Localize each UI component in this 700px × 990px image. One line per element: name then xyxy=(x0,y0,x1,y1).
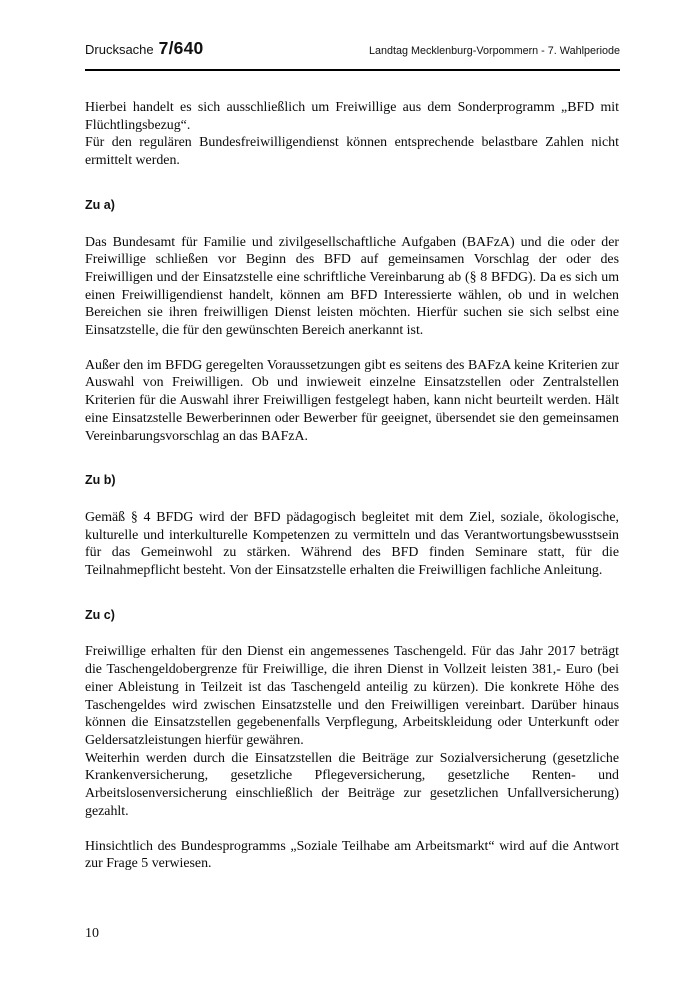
paragraph-c xyxy=(85,643,619,820)
header-rule xyxy=(85,69,620,71)
paragraph-c1: Freiwillige erhalten für den Dienst ein angemessenes Taschengeld. Für das Jahr 2017 beträgt die Taschengeldobergrenze für Freiwillige, die ihren Dienst in Vollzeit leisten 381,- Euro (bei einer Ableistung in Teilzeit ist das Taschengeld anteilig zu kürzen). Die konkrete Höhe des Taschengeldes wird zwischen Einsatzstelle und den Freiwilligen vereinbart. Darüber hinaus können die Einsatzstellen gegebenenfalls Verpflegung, Arbeitskleidung oder Unterkunft oder Geldersatzleistungen hierfür gewähren. xyxy=(85,644,619,748)
heading-zu-a: Zu a) xyxy=(85,197,115,212)
paragraph-a1: Das Bundesamt für Familie und zivilgesellschaftliche Aufgaben (BAFzA) und die oder der Freiwillige schließen vor Beginn des BFD auf gemeinsamen Vorschlag der oder des Freiwilligen und der Einsatzstelle eine schriftliche Vereinbarung ab (§ 8 BFDG). Da es sich um einen Freiwilligendienst handelt, können am BFD Interessierte wählen, ob und in welchen Bereichen sie ihren freiwilligen Dienst leisten möchten. Hierfür suchen sie sich selbst eine Einsatzstelle, die für den gewünschten Bereich anerkannt ist. xyxy=(85,234,619,339)
paragraph-c2: Weiterhin werden durch die Einsatzstellen die Beiträge zur Sozialversicherung (gesetzliche Krankenversicherung, gesetzliche Pflegeversicherung, gesetzliche Renten- und Arbeitslosenversicherung einschließlich der Beiträge zur gesetzlichen Unfallversicherung) gezahlt. xyxy=(85,750,619,819)
page-footer xyxy=(85,926,99,942)
paragraph-final: Hinsichtlich des Bundesprogramms „Soziale Teilhabe am Arbeitsmarkt“ wird auf die Antwort zur Frage 5 verwiesen. xyxy=(85,838,619,872)
heading-zu-b: Zu b) xyxy=(85,473,116,488)
document-body xyxy=(85,99,619,890)
drucksache-block xyxy=(85,38,203,59)
intro-sentence-1: Hierbei handelt es sich ausschließlich um Freiwillige aus dem Sonderprogramm „BFD mit Flüchtlingsbezug“. xyxy=(85,100,619,133)
paragraph-a2: Außer den im BFDG geregelten Voraussetzungen gibt es seitens des BAFzA keine Kriterien zur Auswahl von Freiwilligen. Ob und inwieweit einzelne Einsatzstellen oder Zentralstellen Kriterien für die Auswahl ihrer Freiwilligen festgelegt haben, kann nicht beurteilt werden. Hält eine Einsatzstelle Bewerberinnen oder Bewerber für geeignet, übersendet sie den gemeinsamen Vereinbarungsvorschlag an das BAFzA. xyxy=(85,357,619,444)
paragraph-b1: Gemäß § 4 BFDG wird der BFD pädagogisch begleitet mit dem Ziel, soziale, ökologische, kulturelle und interkulturelle Kompetenzen zu vermitteln und das Verantwortungsbewusstsein für das Gemeinwohl zu stärken. Während des BFD finden Seminare statt, für die Teilnahmepflicht besteht. Von der Einsatzstelle erhalten die Freiwilligen fachliche Anleitung. xyxy=(85,509,619,579)
document-header xyxy=(85,38,620,59)
page-number: 10 xyxy=(85,926,99,941)
drucksache-number: 7/640 xyxy=(158,38,204,58)
intro-sentence-2: Für den regulären Bundesfreiwilligendienst können entsprechende belastbare Zahlen nicht ermittelt werden. xyxy=(85,135,619,169)
intro-paragraph xyxy=(85,99,619,170)
drucksache-label: Drucksache xyxy=(85,42,154,57)
heading-zu-c: Zu c) xyxy=(85,607,115,622)
landtag-wahlperiode-label: Landtag Mecklenburg-Vorpommern - 7. Wahlperiode xyxy=(368,45,620,57)
